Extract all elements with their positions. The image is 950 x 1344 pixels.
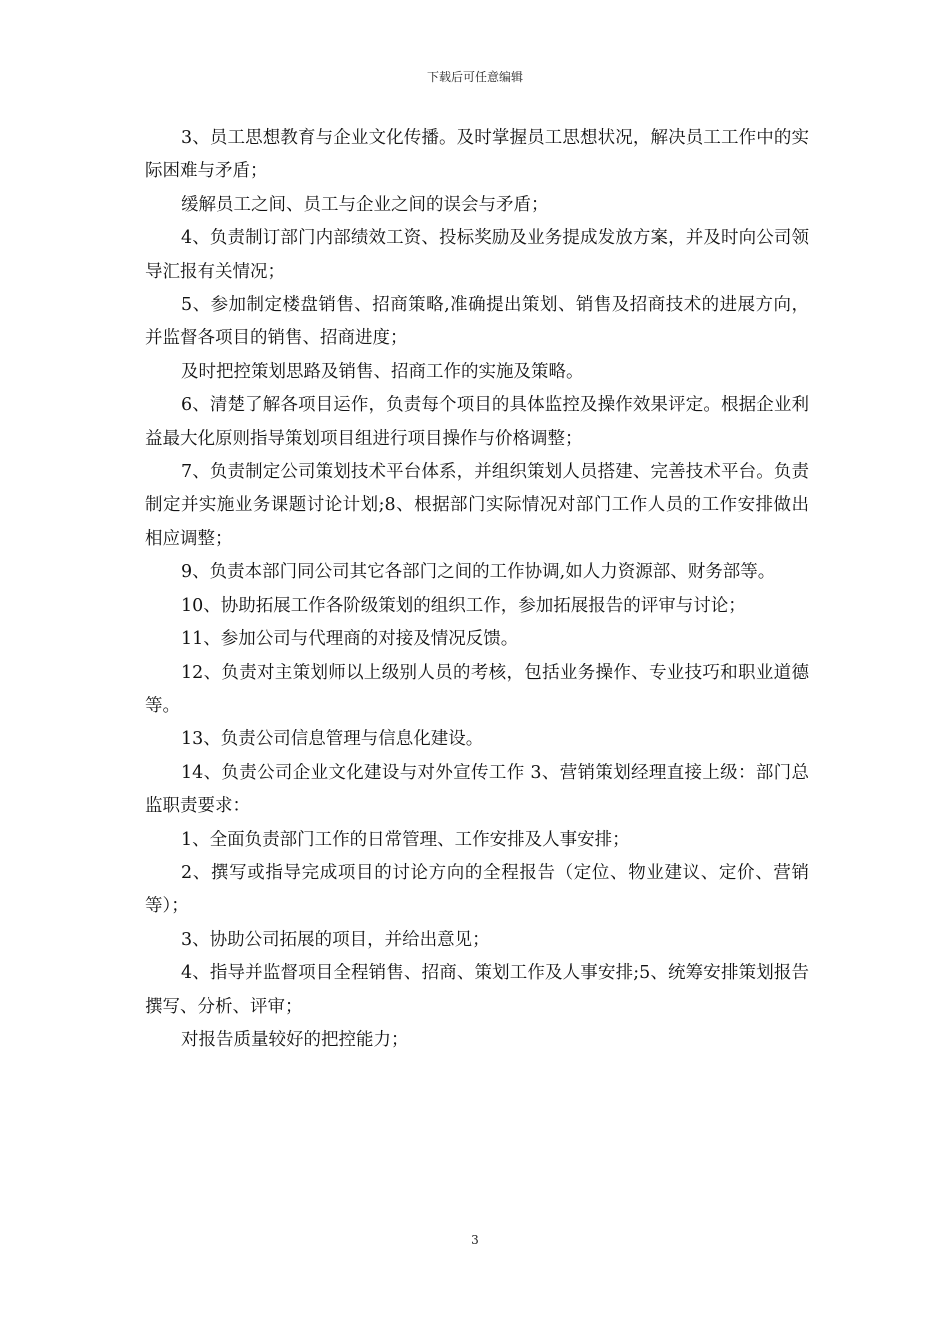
- paragraph: 4、指导并监督项目全程销售、招商、策划工作及人事安排;5、统筹安排策划报告撰写、分析、评审；: [145, 963, 809, 1017]
- paragraph: 11、参加公司与代理商的对接及情况反馈。: [181, 629, 519, 650]
- paragraph: 14、负责公司企业文化建设与对外宣传工作 3、营销策划经理直接上级：部门总监职责要求：: [145, 762, 809, 817]
- paragraph: 12、负责对主策划师以上级别人员的考核，包括业务操作、专业技巧和职业道德等。: [145, 662, 809, 716]
- paragraph: 对报告质量较好的把控能力；: [181, 1029, 409, 1050]
- paragraph: 6、清楚了解各项目运作，负责每个项目的具体监控及操作效果评定。根据企业利益最大化原则指导策划项目组进行项目操作与价格调整；: [145, 395, 809, 449]
- paragraph: 3、员工思想教育与企业文化传播。及时掌握员工思想状况，解决员工工作中的实际困难与矛盾；: [145, 128, 809, 182]
- paragraph: 10、协助拓展工作各阶级策划的组织工作，参加拓展报告的评审与讨论；: [181, 595, 746, 616]
- paragraph: 及时把控策划思路及销售、招商工作的实施及策略。: [181, 361, 584, 382]
- paragraph: 4、负责制订部门内部绩效工资、投标奖励及业务提成发放方案，并及时向公司领导汇报有关情况；: [145, 228, 809, 282]
- paragraph: 3、协助公司拓展的项目，并给出意见；: [181, 929, 490, 950]
- paragraph: 13、负责公司信息管理与信息化建设。: [181, 729, 484, 750]
- paragraph: 2、撰写或指导完成项目的讨论方向的全程报告（定位、物业建议、定价、营销等）；: [145, 862, 809, 917]
- page-header-note: 下载后可任意编辑: [426, 70, 523, 84]
- paragraph: 5、参加制定楼盘销售、招商策略,准确提出策划、销售及招商技术的进展方向，并监督各项目的销售、招商进度；: [145, 295, 809, 349]
- document-body: [145, 122, 809, 1057]
- paragraph: 9、负责本部门同公司其它各部门之间的工作协调,如人力资源部、财务部等。: [181, 562, 776, 583]
- paragraph: 7、负责制定公司策划技术平台体系，并组织策划人员搭建、完善技术平台。负责制定并实施业务课题讨论计划;8、根据部门实际情况对部门工作人员的工作安排做出相应调整；: [145, 462, 809, 549]
- paragraph: 1、全面负责部门工作的日常管理、工作安排及人事安排；: [181, 829, 630, 850]
- paragraph: 缓解员工之间、员工与企业之间的误会与矛盾；: [181, 194, 549, 215]
- page-number: 3: [471, 1233, 479, 1247]
